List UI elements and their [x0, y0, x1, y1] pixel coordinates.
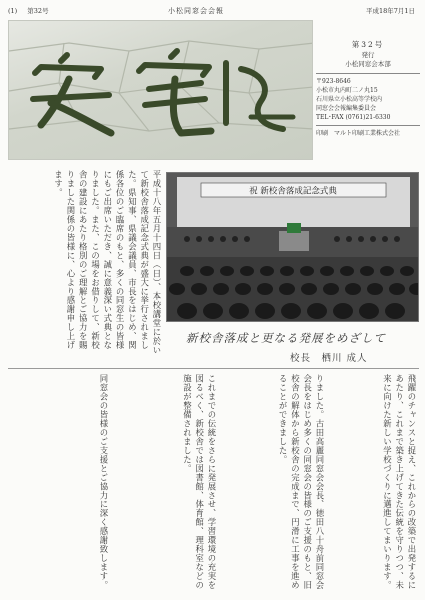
article-byline: 校長 栖川 成人 — [290, 353, 368, 364]
publication-date: 平成18年7月1日 — [365, 7, 415, 15]
body-column: りました。古田高麗同窓会会長、徳田八十舟前同窓会会長をはじめ多くの同窓会の皆様のご支援のもと、旧校舎の解体から新校舎の完成まで、円滑に工事を進めることができました。 — [278, 374, 325, 590]
article-headline: 新校舎落成と更なる発展をめざして — [186, 331, 386, 345]
masthead-banner — [8, 20, 313, 160]
issue-number: 第32号 — [351, 40, 385, 49]
photo-banner-text: 祝 新校舎落成記念式典 — [249, 186, 337, 197]
address-line: 〒923-8646 — [316, 78, 351, 85]
publication-info — [316, 40, 420, 138]
page-number: (1) — [8, 7, 18, 15]
body-column: 同窓会の皆様のご支援とご協力に深く感謝致します。 — [99, 374, 109, 590]
address-line: 石川県立小松高等学校内 — [316, 96, 383, 103]
body-column: これまでの伝統をさらに発展させ、学習環境の充実を図るべく、新校舎では図書館、体育館、理科室などの施設が整備されました。 — [182, 374, 217, 590]
newsletter-name: 小松同窓会会報 — [168, 7, 224, 15]
ceremony-photo — [166, 172, 419, 322]
address-line: 同窓会会報編集委員会 — [316, 105, 377, 112]
contact-line: TEL･FAX (0761)21-6330 — [316, 114, 391, 121]
intro-text: 平成十八年五月十四日（日）、本校講堂に於いて新校舎落成記念式典が盛大に挙行されました。県知事、県議会議員、市長をはじめ、関係各位のご臨席のもと、多くの同窓生の皆様にもご出席いただき、誠に意義深い式典となりました。また、この場をお借りして、新校舎の建設にあたり格別のご理解とご協力を賜りました関係の皆様に、心より感謝申し上げます。 — [53, 170, 162, 355]
page-header — [8, 6, 415, 18]
title-calligraphy — [21, 43, 311, 148]
header-issue-number: 第32号 — [27, 7, 49, 15]
section-divider — [8, 368, 419, 369]
printer-credit: 印刷 マルト印刷工業株式会社 — [316, 130, 401, 137]
address-line: 小松市丸内町二ノ丸15 — [316, 87, 378, 94]
publisher-name: 小松同窓会本部 — [345, 60, 391, 68]
body-column: 飛躍のチャンスと捉え、これからの改築で出発するにあたり、これまで築き上げてきた伝統を守りつつ、未来に向けた新しい学校づくりに邁進してまいります。 — [382, 374, 417, 590]
publisher-label: 発行 — [361, 51, 375, 59]
